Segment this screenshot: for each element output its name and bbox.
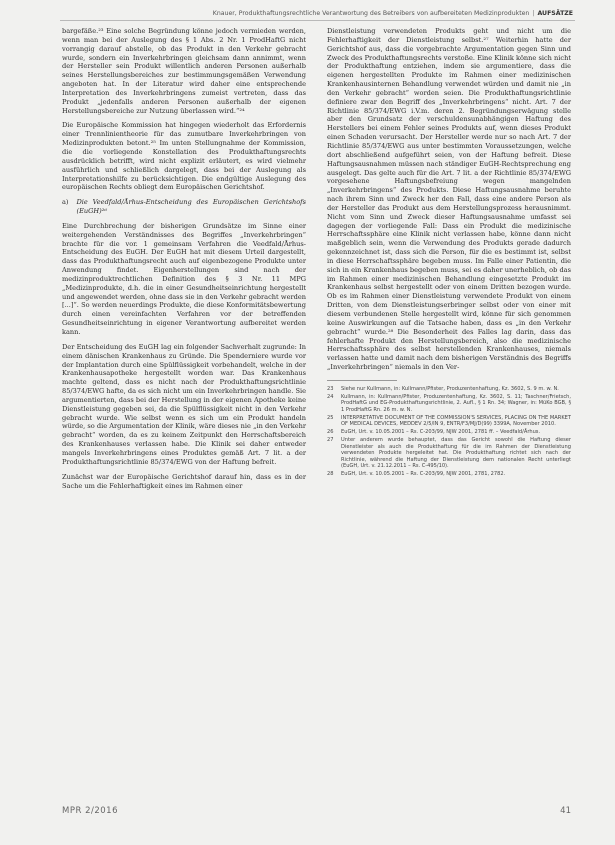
page-number: 41 bbox=[560, 806, 571, 816]
footnote-text: Kullmann, in: Kullmann/Pfister, Produzentenhaftung, Kz. 3602, S. 11; Taschner/Frietsch, ProdHaftG und EG-Produkthaftungsrichtlinie, 2. Aufl., § 1 Rn. 34; Wagner, in: MüKo BGB, § 1 ProdHaftG Rn. 26 m. w. N. bbox=[341, 393, 571, 413]
footnote-number: 27 bbox=[327, 437, 334, 444]
footnote-text: EuGH, Urt. v. 10.05.2001 – Rs. C-203/99, NJW 2001, 2781 ff. – Veedfald/Århus. bbox=[341, 429, 541, 436]
footnote-number: 28 bbox=[327, 471, 334, 478]
paragraph: Dienstleistung verwendeten Produkts geht und nicht um die Fehlerhaftigkeit der Dienstleistung selbst.²⁷ Weiterhin hatte der Gerichtshof aus, dass die vorgebrachte Argumentation gegen Sinn und Zweck des Produkthaftungsrechts verstoße. Eine Klinik könne sich nicht der Produkthaftung entziehen, indem sie argumentiere, dass die eigenen hergestellten Produkte im Rahmen einer medizinischen Krankenhausinternen Behandlung verwendet würden und damit nie „in den Verkehr gebracht“ worden seien. Die Produkthaftungsrichtlinie definiere zwar den Begriff des „Inverkehrbringens“ nicht. Art. 7 der Richtlinie 85/374/EWG i.V.m. deren 2. Begründungserwägung stelle aber den Grundsatz der verschuldensunabhängigen Haftung des Herstellers bei einem Fehler seines Produkts auf, wenn dieses Produkt einen Schaden verursacht. Der Hersteller werde nur so nach Art. 7 der Richtlinie 85/374/EWG aus unter bestimmten Voraussetzungen, welche dort abschließend aufgeführt seien, von der Haftung befreit. Diese Haftungsausnahmen müssen nach ständiger EuGH-Rechtsprechung eng ausgelegt. Das gelte auch für die Art. 7 lit. a der Richtlinie 85/374/EWG vorgesehene Haftungsbefreiung wegen mangelnden „Inverkehrbringens“ des Produkts. Diese Haftungsausnahme beruhte nach ihrem Sinn und Zweck her den Fall, dass eine andere Person als der Hersteller das Produkt aus dem Herstellungsprozess herausnimmt. Nicht vom Sinn und Zweck dieser Haftungsausnahme umfasst sei dagegen der vorliegende Fall: Dass ein Produkt die medizinische Herrschaftssphäre eine Klinik nicht verlassen habe, könne dann nicht maßgeblich sein, wenn die Verwendung des Produkts gerade dadurch gekennzeichnet ist, dass sich die Person, für die es bestimmt ist, selbst in diese Herrschaftssphäre begeben muss. Im Falle einer Patientin, die sich in ein Krankenhaus begeben muss, sei es daher unerheblich, ob das im Rahmen einer medizinischen Behandlung eingesetzte Produkt im Krankenhaus selbst hergestellt oder von einem Dritten bezogen wurde. Ob es im Rahmen einer Dienstleistung verwendete Produkt von einem Dritten, von dem Dienstleistungserbringer selbst oder von einer mit diesem verbundenen Stelle hergestellt wird, könne für sich genommen keine Auswirkungen auf die Tatsache haben, dass es „in den Verkehr gebracht“ wurde.²⁸ Die Besonderheit des Falles lag darin, dass das fehlerhafte Produkt den Herstellungsbereich, also die medizinische Herrschaftssphäre des selbst herstellenden Krankenhauses, niemals verlassen hatte und damit nach dem bisherigen Verständnis des Begriffs „Inverkehrbringen“ niemals in den Ver- bbox=[327, 27, 571, 372]
footnote bbox=[327, 386, 571, 393]
footnote-number: 24 bbox=[327, 393, 334, 400]
footnote-rule bbox=[327, 380, 397, 381]
heading-text: Die Veedfald/Århus-Entscheidung des Europäischen Gerichtshofs (EuGH)²⁶ bbox=[76, 198, 306, 216]
footnote bbox=[327, 394, 571, 414]
header-section: AUFSÄTZE bbox=[537, 10, 573, 17]
footnote-number: 25 bbox=[327, 414, 334, 421]
paragraph: Der Entscheidung des EuGH lag ein folgender Sachverhalt zugrunde: In einem dänischen Krankenhaus zu Gründe. Die Spenderniere wurde vor der Implantation durch eine Spülflüssigkeit vorbehandelt, welche in der Krankenhausapotheke hergestellt worden war. Das Krankenhaus machte geltend, dass es nicht nach der Produkthaftungsrichtlinie 85/374/EWG hafte, da es sich nicht um ein Inverkehrbringen handle. Sie argumentierten, dass bei der Herstellung in der eigenen Apotheke keine Dienstleistung gegeben sei, da die Spülflüssigkeit nicht in den Verkehr gebracht wurde. Wie selbst wenn es sich um ein Produkt handeln würde, so die Argumentation der Klinik, wäre dieses nie „in den Verkehr gebracht“ worden, da es zu keinem Zeitpunkt den Herrschaftsbereich des Krankenhauses verlassen habe. Die Klinik sei daher entweder mangels Inverkehrbringens eines Produktes gemäß Art. 7 lit. a der Produkthaftungsrichtlinie 85/374/EWG von der Haftung befreit. bbox=[62, 342, 306, 466]
footnote-text: EuGH, Urt. v. 10.05.2001 – Rs. C-203/99, NJW 2001, 2781, 2782. bbox=[341, 471, 506, 478]
footnote-number: 26 bbox=[327, 429, 334, 436]
running-header bbox=[213, 10, 573, 17]
footnote bbox=[327, 429, 571, 436]
heading-number: a) bbox=[62, 198, 69, 207]
footnote-text: Siehe nur Kullmann, in: Kullmann/Pfister, Produzentenhaftung, Kz. 3602, S. 9 m. w. N. bbox=[341, 385, 559, 392]
header-separator: | bbox=[532, 10, 535, 17]
left-column bbox=[62, 27, 306, 490]
footnote-text: Unter anderem wurde behauptet, dass das Gericht sowohl die Haftung dieser Dienstleister als auch die Produkthaftung für die im Rahmen der Dienstleistung verwendeten Produkte hergeleitet hat. Die Produkthaftung richtet sich nach der Richtlinie, während die Haftung der Dienstleistung dem nationalen Recht unterliegt (EuGH, Urt. v. 21.12.2011 – Rs. C-495/10). bbox=[341, 437, 571, 470]
footnote bbox=[327, 437, 571, 470]
paragraph: Die Europäische Kommission hat hingegen wiederholt das Erfordernis einer Trennlinientheorie für das zumutbare Inverkehrbringen von Medizinprodukten betont.²⁵ Im unten Stellungnahme der Kommission, die die vorliegende Konstellation des Produkthaftungsrechts ausdrücklich betrifft, wird nicht explizit erläutert, es wird vielmehr ausführlich und schließlich dargelegt, dass bei der Auslegung als Interpretationshilfe zu berücksichtigen. Die endgültige Auslegung des europäischen Rechts obliegt dem Europäischen Gerichtshof. bbox=[62, 121, 306, 192]
footer-journal: MPR 2/2016 bbox=[62, 806, 118, 816]
section-heading bbox=[62, 198, 306, 216]
paragraph: bargefäße.²³ Eine solche Begründung könne jedoch vermieden werden, wenn man bei der Auslegung des § 1 Abs. 2 Nr. 1 ProdHaftG nicht vorrangig darauf abstelle, ob das Produkt in den Verkehr gebracht wurde, sondern ein Inverkehrbringen gleichsam dann annimmt, wenn der Hersteller sein Produkt willentlich anderen Personen außerhalb seines Herstellungsbereiches zur bestimmungsgemäßen Verwendung angeboten hat. In der Literatur wird daher eine entsprechende Interpretation des Inverkehrbringens zumeist vertreten, dass das Produkt „jedenfalls anderen Personen außerhalb der eigenen Herstellungsbereiche zur Nutzung überlassen wird.“²⁴ bbox=[62, 27, 306, 115]
header-title: Knauer, Produkthaftungsrechtliche Verantwortung des Betreibers von aufbereiteten Medizinprodukten bbox=[212, 10, 530, 17]
right-column bbox=[327, 27, 571, 479]
paragraph: Eine Durchbrechung der bisherigen Grundsätze im Sinne einer weitergehenden Verständnisses des Begriffes „Inverkehrbringen“ brachte für die vor. 1 gemeinsam Verfahren die Veedfald/Århus-Entscheidung des EuGH. Der EuGH hat mit diesem Urteil dargestellt, dass das Produkthaftungsrecht auch auf eigenbezogene Produkte unter Anwendung findet. Eigenherstellungen sind nach der medizinproduktrechtlichen Definition des § 3 Nr. 11 MPG „Medizinprodukte, d.h. die in einer Gesundheitseinrichtung hergestellt und angewendet werden, ohne dass sie in den Verkehr gebracht werden [...]“. So werden neuerdings Produkte, die diese Konformitätsbewertung durch einen vereinfachten Verfahren vor der betreffenden Gesundheitseinrichtung in eigener Verantwortung aufbereitet werden kann. bbox=[62, 221, 306, 336]
footnote-number: 23 bbox=[327, 385, 334, 392]
footnote-text: INTERPRETATIVE DOCUMENT OF THE COMMISSION'S SERVICES, PLACING ON THE MARKET OF MEDICAL DEVICES, MEDDEV 2/5/IN 9, ENTR/F3/MJ/D(99) 3399A, November 2010. bbox=[341, 414, 571, 428]
footnotes bbox=[327, 386, 571, 478]
footnote bbox=[327, 415, 571, 428]
paragraph: Zunächst war der Europäische Gerichtshof darauf hin, dass es in der Sache um die Fehlerhaftigkeit eines im Rahmen einer bbox=[62, 472, 306, 490]
footnote bbox=[327, 471, 571, 478]
header-rule bbox=[60, 20, 575, 21]
